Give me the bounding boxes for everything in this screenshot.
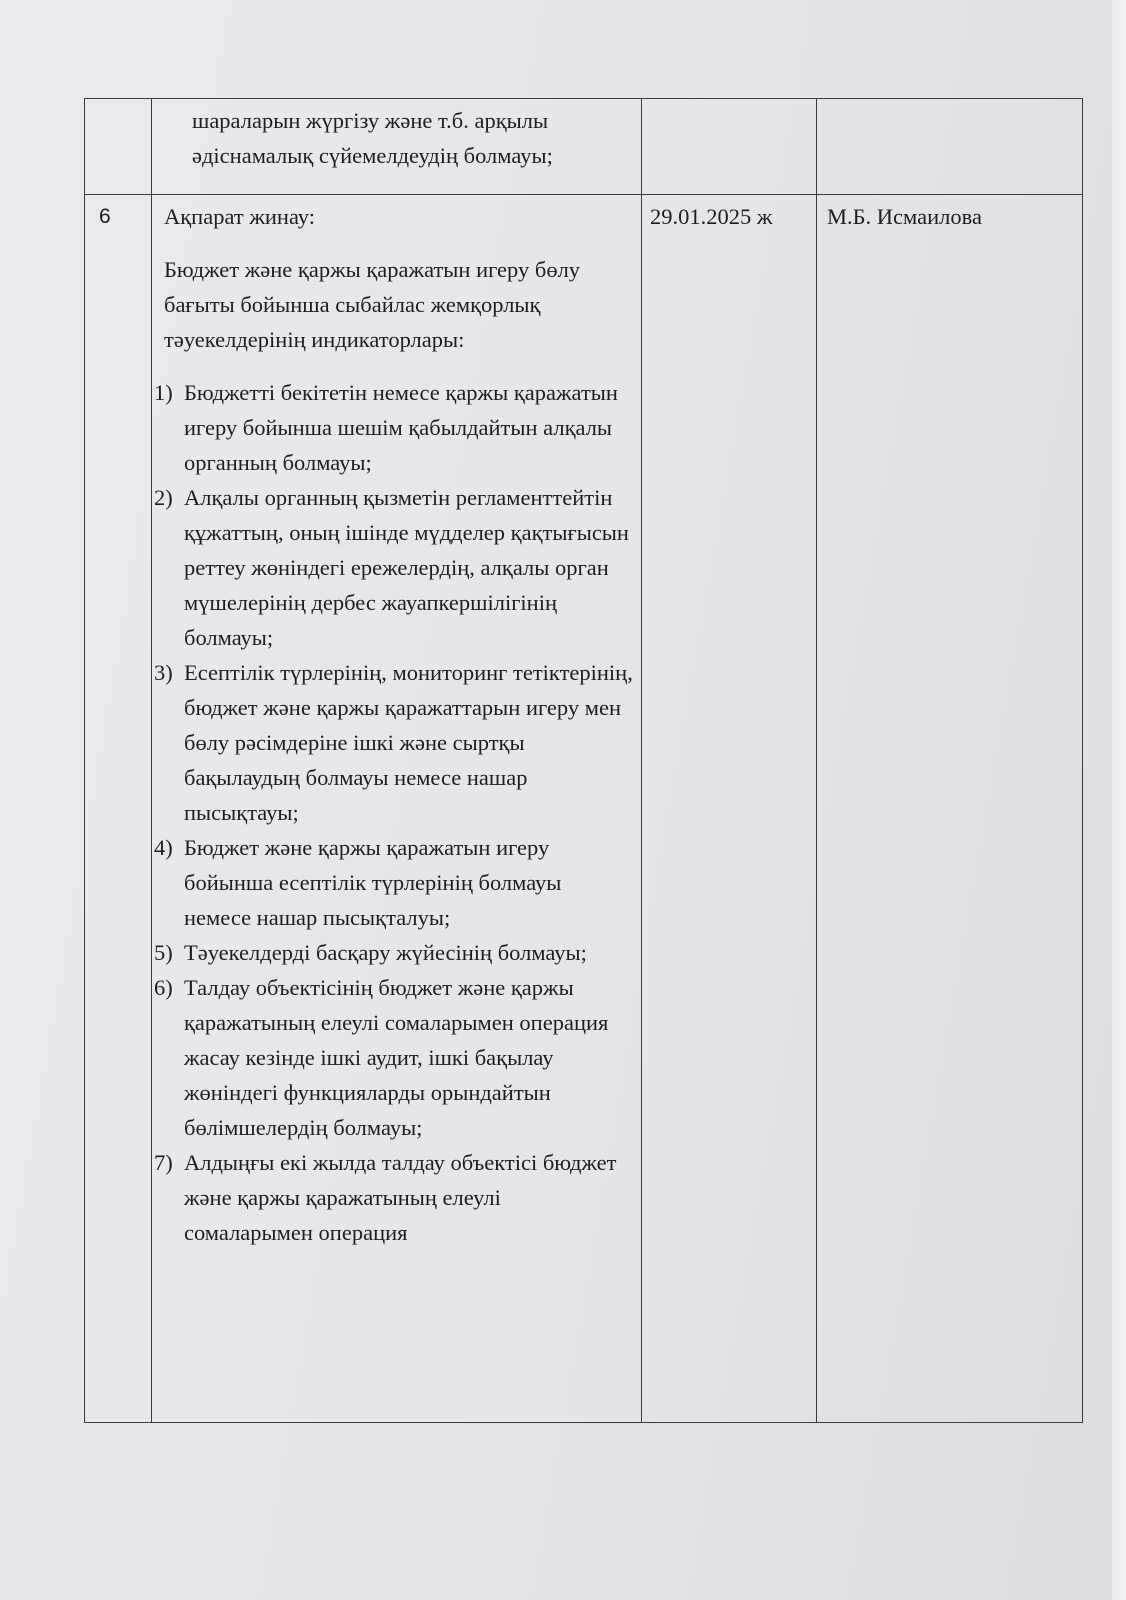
list-item-number: 6) xyxy=(154,975,173,1000)
content-cell xyxy=(152,195,642,1423)
responsible-person: М.Б. Исмаилова xyxy=(827,204,982,229)
list-item xyxy=(154,655,633,830)
list-item-text: Тәуекелдерді басқару жүйесінің болмауы; xyxy=(184,940,587,965)
deadline-date: 29.01.2025 ж xyxy=(650,204,773,229)
indicators-intro: Бюджет және қаржы қаражатын игеру бөлу бағыты бойынша сыбайлас жемқорлық тәуекелдерінің индикаторлары: xyxy=(164,257,581,352)
list-item-text: Талдау объектісінің бюджет және қаржы қаражатының елеулі сомаларымен операция жасау кезінде ішкі аудит, ішкі бақылау жөніндегі функцияларды орындайтын бөлімшелердің болмауы; xyxy=(184,975,609,1140)
list-item-text: Алқалы органның қызметін регламенттейтін құжаттың, оның ішінде мүдделер қақтығысын реттеу жөніндегі ережелердің, алқалы орган мүшелерінің дербес жауапкершілігінің болмауы; xyxy=(184,485,629,650)
row-number: 6 xyxy=(99,205,111,228)
list-item-number: 4) xyxy=(154,835,173,860)
indicators-list xyxy=(154,375,633,1250)
continuation-responsible-cell xyxy=(817,99,1083,195)
list-item-number: 7) xyxy=(154,1150,173,1175)
continuation-text-cell xyxy=(152,99,642,195)
list-item xyxy=(154,480,633,655)
list-item-text: Есептілік түрлерінің, мониторинг тетіктерінің, бюджет және қаржы қаражаттарын игеру мен бөлу рәсімдеріне ішкі және сыртқы бақылаудың болмауы немесе нашар пысықтауы; xyxy=(184,660,633,825)
list-item-number: 3) xyxy=(154,660,173,685)
continuation-date-cell xyxy=(642,99,817,195)
list-item-text: Алдыңғы екі жылда талдау объектісі бюджет және қаржы қаражатының елеулі сомаларымен операция xyxy=(184,1150,617,1245)
continuation-number-cell xyxy=(85,99,152,195)
row-heading: Ақпарат жинау: xyxy=(164,204,315,229)
list-item-text: Бюджетті бекітетін немесе қаржы қаражатын игеру бойынша шешім қабылдайтын алқалы органның болмауы; xyxy=(184,380,618,475)
row-6 xyxy=(85,195,1083,1423)
list-item-number: 2) xyxy=(154,485,173,510)
page-edge xyxy=(1112,0,1126,1600)
list-item-text: Бюджет және қаржы қаражатын игеру бойынша есептілік түрлерінің болмауы немесе нашар пысықталуы; xyxy=(184,835,562,930)
list-item-number: 5) xyxy=(154,940,173,965)
plan-table xyxy=(84,98,1083,1423)
date-cell xyxy=(642,195,817,1423)
list-item xyxy=(154,935,633,970)
responsible-cell xyxy=(817,195,1083,1423)
continuation-row xyxy=(85,99,1083,195)
list-item xyxy=(154,830,633,935)
list-item xyxy=(154,1145,633,1250)
list-item xyxy=(154,970,633,1145)
continuation-line-1: шараларын жүргізу және т.б. арқылы xyxy=(192,108,549,133)
list-item xyxy=(154,375,633,480)
row-number-cell xyxy=(85,195,152,1423)
list-item-number: 1) xyxy=(154,380,173,405)
continuation-line-2: әдіснамалық сүйемелдеудің болмауы; xyxy=(192,143,553,168)
